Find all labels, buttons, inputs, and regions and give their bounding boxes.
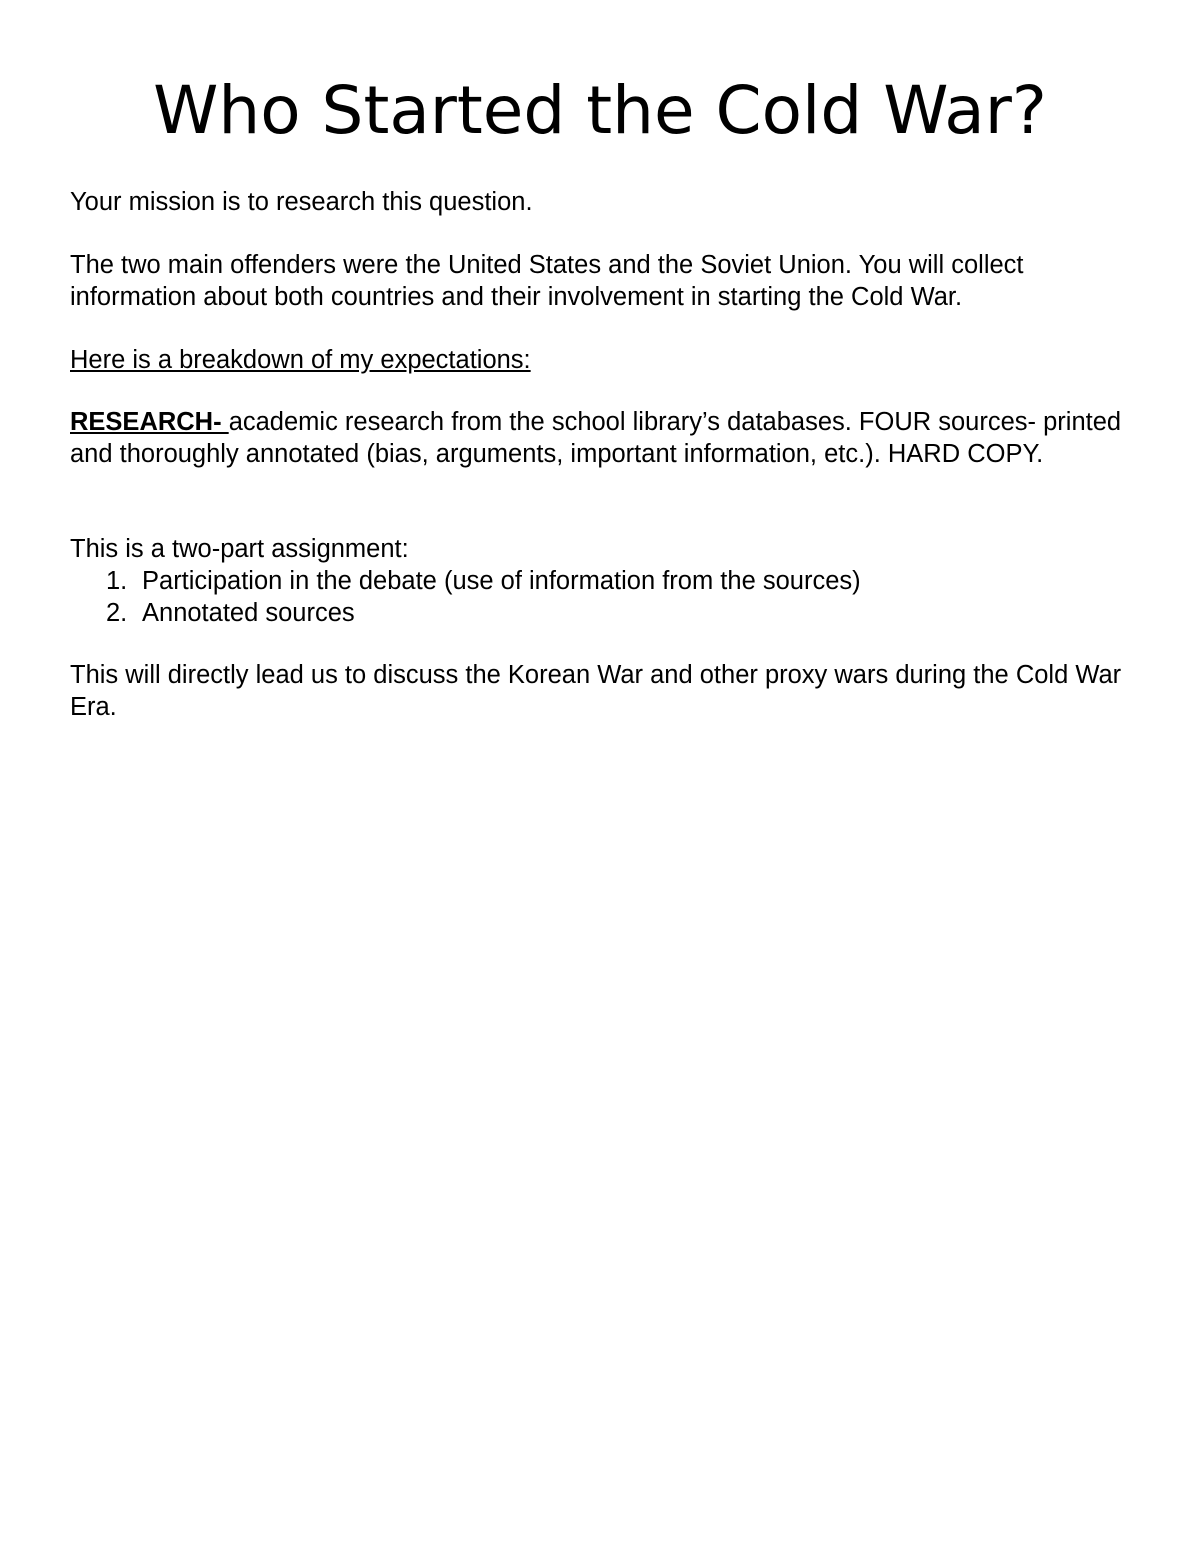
list-item-text: Participation in the debate (use of information from the sources) [142,567,861,595]
list-item-text: Annotated sources [142,599,355,627]
list-item [70,597,1130,629]
list-item [70,565,1130,597]
research-paragraph [70,406,1130,470]
intro-paragraph: Your mission is to research this question. [70,188,533,216]
research-label: RESEARCH- [70,408,229,436]
research-text: academic research from the school library’s databases. FOUR sources- printed and thoroughly annotated (bias, arguments, important information, etc.). HARD COPY. [70,408,1122,468]
expectations-heading [70,344,1130,376]
expectations-heading-text: Here is a breakdown of my expectations: [70,346,531,374]
offenders-paragraph: The two main offenders were the United States and the Soviet Union. You will collect information about both countries and their involvement in starting the Cold War. [70,251,1024,311]
list-item-number: 1. [106,567,128,595]
closing-paragraph: This will directly lead us to discuss the Korean War and other proxy wars during the Cold War Era. [70,661,1122,721]
assignment-intro: This is a two-part assignment: [70,535,409,563]
assignment-list [70,565,1130,629]
page-title: Who Started the Cold War? [153,72,1047,149]
list-item-number: 2. [106,599,128,627]
